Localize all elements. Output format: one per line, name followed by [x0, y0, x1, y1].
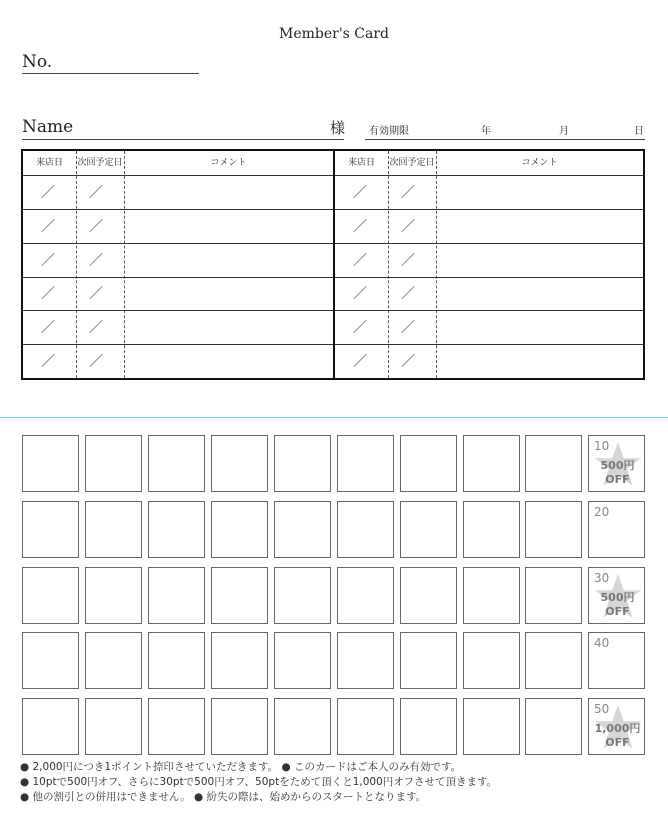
row-divider: [23, 243, 333, 244]
date-slash: ／: [401, 218, 415, 235]
stamp-box: [148, 698, 205, 755]
note-line: ● 10ptで500円オフ、さらに30ptで500円オフ、50ptをためて頂くと1,000円オフさせて頂きます。: [20, 776, 498, 788]
stamp-milestone-number: 30: [594, 571, 610, 585]
stamp-milestone-number: 20: [594, 505, 610, 519]
stamp-box: [525, 435, 582, 492]
date-slash: ／: [89, 286, 103, 303]
stamp-box: [22, 632, 79, 689]
stamp-box: [525, 501, 582, 558]
stamp-box: [337, 435, 394, 492]
stamp-box: [463, 501, 520, 558]
header-next-date: 次回予定日: [77, 158, 123, 168]
row-divider: [335, 310, 643, 311]
stamp-box: [148, 435, 205, 492]
stamp-box: [148, 632, 205, 689]
stamp-box: [148, 501, 205, 558]
stamp-milestone-number: 40: [594, 636, 610, 650]
stamp-box: [463, 567, 520, 624]
stamp-box: [22, 501, 79, 558]
stamp-box: [211, 698, 268, 755]
date-slash: ／: [41, 354, 55, 371]
date-slash: ／: [353, 320, 367, 337]
stamp-box: [22, 435, 79, 492]
reward-text: 500円: [600, 591, 635, 604]
stamp-box: [22, 567, 79, 624]
stamp-box: [274, 435, 331, 492]
expiry-year: 年: [481, 126, 491, 137]
stamp-box: [274, 501, 331, 558]
stamp-box: [274, 698, 331, 755]
date-slash: ／: [89, 218, 103, 235]
date-slash: ／: [353, 286, 367, 303]
stamp-box: [85, 567, 142, 624]
name-label: Name: [22, 117, 74, 137]
reward-text: 1,000円: [594, 722, 641, 735]
date-slash: ／: [353, 218, 367, 235]
stamp-box: [400, 698, 457, 755]
stamp-box: [588, 501, 645, 558]
stamp-box: [85, 632, 142, 689]
date-slash: ／: [353, 184, 367, 201]
row-divider: [335, 209, 643, 210]
reward-text: OFF: [605, 605, 630, 618]
stamp-box: [588, 435, 645, 492]
row-divider: [23, 344, 333, 345]
note-line: ● 2,000円につき1ポイント捺印させていただきます。 ● このカードはご本人のみ有効です。: [20, 761, 462, 773]
honorific-sama: 様: [330, 119, 346, 137]
member-number-label: No.: [22, 52, 53, 72]
row-divider: [335, 344, 643, 345]
stamp-box: [463, 698, 520, 755]
stamp-box: [400, 501, 457, 558]
stamp-box: [588, 698, 645, 755]
stamp-box: [211, 632, 268, 689]
stamp-box: [85, 501, 142, 558]
stamp-box: [525, 632, 582, 689]
expiry-line: [365, 139, 645, 140]
header-comment: コメント: [521, 158, 558, 168]
header-comment: コメント: [210, 158, 247, 168]
date-slash: ／: [401, 252, 415, 269]
stamp-box: [337, 698, 394, 755]
reward-label: [589, 459, 646, 487]
reward-text: 500円: [600, 459, 635, 472]
expiry-day: 日: [634, 126, 644, 137]
cut-divider: [0, 417, 668, 418]
stamp-box: [400, 632, 457, 689]
stamp-box: [525, 698, 582, 755]
stamp-box: [148, 567, 205, 624]
date-slash: ／: [41, 252, 55, 269]
date-slash: ／: [401, 354, 415, 371]
stamp-box: [22, 698, 79, 755]
reward-label: [589, 722, 646, 750]
row-divider: [335, 243, 643, 244]
header-visit-date: 来店日: [347, 158, 375, 168]
name-line: [22, 139, 344, 140]
reward-text: OFF: [605, 473, 630, 486]
stamp-milestone-number: 10: [594, 439, 610, 453]
stamp-box: [274, 567, 331, 624]
date-slash: ／: [353, 354, 367, 371]
date-slash: ／: [401, 184, 415, 201]
stamp-milestone-number: 50: [594, 702, 610, 716]
row-divider: [23, 175, 333, 176]
date-slash: ／: [41, 286, 55, 303]
log-table-right: [333, 151, 643, 378]
date-slash: ／: [41, 218, 55, 235]
stamp-box: [211, 501, 268, 558]
reward-text: OFF: [605, 736, 630, 749]
stamp-box: [525, 567, 582, 624]
stamp-box: [463, 632, 520, 689]
stamp-box: [463, 435, 520, 492]
stamp-box: [337, 567, 394, 624]
date-slash: ／: [401, 320, 415, 337]
date-slash: ／: [353, 252, 367, 269]
stamp-box: [588, 632, 645, 689]
row-divider: [335, 175, 643, 176]
stamp-box: [337, 632, 394, 689]
date-slash: ／: [41, 320, 55, 337]
reward-label: [589, 591, 646, 619]
stamp-box: [588, 567, 645, 624]
header-visit-date: 来店日: [35, 158, 63, 168]
date-slash: ／: [89, 354, 103, 371]
stamp-box: [211, 435, 268, 492]
note-line: ● 他の割引との併用はできません。 ● 紛失の際は、始めからのスタートとなります。: [20, 791, 427, 803]
row-divider: [23, 277, 333, 278]
expiry-month: 月: [559, 126, 569, 137]
stamp-box: [337, 501, 394, 558]
stamp-box: [274, 632, 331, 689]
header-next-date: 次回予定日: [389, 158, 435, 168]
card-title: Member's Card: [278, 26, 390, 42]
stamp-box: [85, 698, 142, 755]
expiry-label: 有効期限: [369, 126, 409, 137]
stamp-box: [400, 435, 457, 492]
row-divider: [23, 209, 333, 210]
log-table-left: [23, 151, 333, 378]
date-slash: ／: [89, 252, 103, 269]
date-slash: ／: [401, 286, 415, 303]
date-slash: ／: [89, 184, 103, 201]
stamp-box: [400, 567, 457, 624]
date-slash: ／: [89, 320, 103, 337]
stamp-box: [85, 435, 142, 492]
visit-log-table: [21, 149, 645, 380]
stamp-box: [211, 567, 268, 624]
row-divider: [335, 277, 643, 278]
date-slash: ／: [41, 184, 55, 201]
member-number-line: [22, 73, 199, 74]
notes: [20, 760, 497, 805]
row-divider: [23, 310, 333, 311]
